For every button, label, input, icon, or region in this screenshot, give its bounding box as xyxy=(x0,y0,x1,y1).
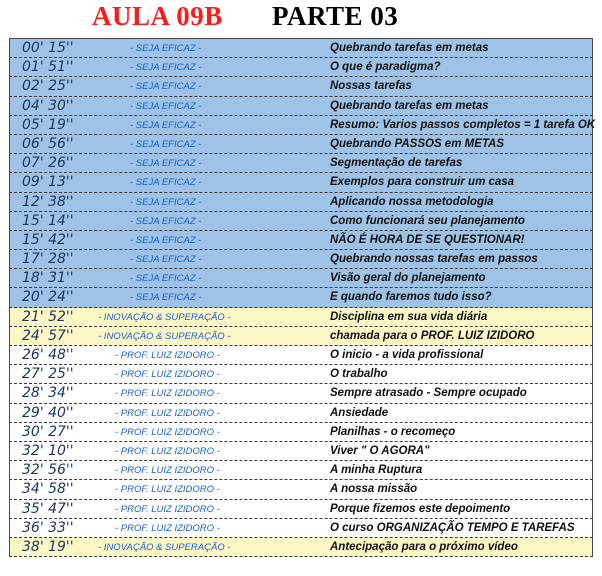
topic-text: O que é paradigma? xyxy=(330,61,441,74)
section-label: - SEJA EFICAZ - xyxy=(130,138,202,150)
topic-text: Resumo: Varios passos completos = 1 tarefa OK xyxy=(330,118,596,131)
topic-text: A nossa missão xyxy=(330,483,418,496)
timestamp: 32' 56'' xyxy=(22,462,74,479)
topic-text: O curso ORGANIZAÇÃO TEMPO E TAREFAS xyxy=(330,521,575,534)
section-label: - SEJA EFICAZ - xyxy=(130,177,202,189)
timestamp: 20' 24'' xyxy=(22,289,74,306)
section-label: - SEJA EFICAZ - xyxy=(130,234,202,246)
table-row xyxy=(9,173,593,192)
topic-text: NÃO É HORA DE SE QUESTIONAR! xyxy=(330,233,525,246)
table-row xyxy=(9,538,593,557)
section-label: - INOVAÇÃO & SUPERAÇÃO - xyxy=(98,311,231,323)
timestamp: 09' 13'' xyxy=(22,174,74,191)
table-row xyxy=(9,365,593,384)
table-row xyxy=(9,193,593,212)
timestamp: 34' 58'' xyxy=(22,481,74,498)
timestamp: 17' 28'' xyxy=(22,251,74,268)
topic-text: Como funcionará seu planejamento xyxy=(330,214,525,227)
topic-text: Exemplos para construir um casa xyxy=(330,176,515,189)
table-row xyxy=(9,519,593,538)
table-row xyxy=(9,346,593,365)
topic-text: Porque fizemos este depoimento xyxy=(330,502,511,515)
table-row xyxy=(9,154,593,173)
table-row xyxy=(9,231,593,250)
table-row xyxy=(9,461,593,480)
table-row xyxy=(9,58,593,77)
timestamp: 15' 42'' xyxy=(22,231,74,248)
table-row xyxy=(9,212,593,231)
timestamp: 02' 25'' xyxy=(22,78,74,95)
section-label: - PROF. LUIZ IZIDORO - xyxy=(115,484,220,496)
timestamp: 27' 25'' xyxy=(22,366,74,383)
timestamp: 07' 26'' xyxy=(22,155,74,172)
timestamp: 38' 19'' xyxy=(22,538,74,555)
section-label: - SEJA EFICAZ - xyxy=(130,196,202,208)
timestamp: 12' 38'' xyxy=(22,193,74,210)
timestamp: 30' 27'' xyxy=(22,423,74,440)
timestamp: 05' 19'' xyxy=(22,116,74,133)
section-label: - SEJA EFICAZ - xyxy=(130,292,202,304)
timestamp: 32' 10'' xyxy=(22,442,74,459)
topic-text: Nossas tarefas xyxy=(330,80,412,93)
section-label: - PROF. LUIZ IZIDORO - xyxy=(115,465,220,477)
timestamp: 18' 31'' xyxy=(22,270,74,287)
section-label: - SEJA EFICAZ - xyxy=(130,273,202,285)
section-label: - PROF. LUIZ IZIDORO - xyxy=(115,426,220,438)
section-label: - SEJA EFICAZ - xyxy=(130,81,202,93)
section-label: - PROF. LUIZ IZIDORO - xyxy=(115,407,220,419)
section-label: - PROF. LUIZ IZIDORO - xyxy=(115,369,220,381)
section-label: - SEJA EFICAZ - xyxy=(130,62,202,74)
part-title: PARTE 03 xyxy=(272,1,399,31)
timestamp-table xyxy=(9,38,596,557)
table-row xyxy=(9,116,596,135)
timestamp: 35' 47'' xyxy=(22,500,74,517)
topic-text: Visão geral do planejamento xyxy=(330,272,486,285)
topic-text: chamada para o PROF. LUIZ IZIDORO xyxy=(330,329,535,342)
table-row xyxy=(9,135,593,154)
section-label: - SEJA EFICAZ - xyxy=(130,158,202,170)
topic-text: Sempre atrasado - Sempre ocupado xyxy=(330,387,527,400)
section-label: - SEJA EFICAZ - xyxy=(130,43,202,54)
timestamp: 28' 34'' xyxy=(22,385,74,402)
timestamp: 26' 48'' xyxy=(22,347,74,363)
topic-text: A minha Ruptura xyxy=(330,464,423,477)
timestamp: 06' 56'' xyxy=(22,135,74,152)
topic-text: Antecipação para o próximo vídeo xyxy=(330,540,518,553)
section-label: - PROF. LUIZ IZIDORO - xyxy=(115,445,220,457)
topic-text: Planilhas - o recomeço xyxy=(330,425,456,438)
table-row xyxy=(9,404,593,423)
timestamp: 01' 51'' xyxy=(22,59,74,76)
timestamp: 21' 52'' xyxy=(22,308,74,325)
section-label: - PROF. LUIZ IZIDORO - xyxy=(115,350,220,361)
table-row xyxy=(9,442,593,461)
topic-text: O inicio - a vida profissional xyxy=(330,349,484,361)
timestamp: 36' 33'' xyxy=(22,519,74,536)
topic-text: Quebrando PASSOS em METAS xyxy=(330,137,505,150)
topic-text: Segmentação de tarefas xyxy=(330,157,463,170)
section-label: - SEJA EFICAZ - xyxy=(130,215,202,227)
section-label: - INOVAÇÃO & SUPERAÇÃO - xyxy=(98,330,231,342)
table-row xyxy=(9,327,593,346)
table-row xyxy=(9,288,593,307)
topic-text: Quebrando nossas tarefas em passos xyxy=(330,253,538,266)
table-row xyxy=(9,250,593,269)
topic-text: Viver " O AGORA" xyxy=(330,444,430,457)
timestamp: 00' 15'' xyxy=(22,40,74,56)
topic-text: Disciplina em sua vida diária xyxy=(330,310,488,323)
lesson-title: AULA 09B xyxy=(92,1,223,31)
timestamp: 04' 30'' xyxy=(22,97,74,114)
timestamp: 24' 57'' xyxy=(22,327,74,344)
topic-text: Ansiedade xyxy=(330,406,389,419)
section-label: - SEJA EFICAZ - xyxy=(130,119,202,131)
topic-text: Quebrando tarefas em metas xyxy=(330,42,489,54)
table-row xyxy=(9,384,593,403)
topic-text: Aplicando nossa metodologia xyxy=(330,195,494,208)
topic-text: O trabalho xyxy=(330,368,388,381)
table-row xyxy=(9,39,593,58)
timestamp: 29' 40'' xyxy=(22,404,74,421)
section-label: - INOVAÇÃO & SUPERAÇÃO - xyxy=(98,541,231,553)
section-label: - PROF. LUIZ IZIDORO - xyxy=(115,522,220,534)
topic-text: Quebrando tarefas em metas xyxy=(330,99,489,112)
section-label: - PROF. LUIZ IZIDORO - xyxy=(115,388,220,400)
topic-text: E quando faremos tudo isso? xyxy=(330,291,492,304)
table-row xyxy=(9,97,593,116)
table-row xyxy=(9,77,593,96)
timestamp: 15' 14'' xyxy=(22,212,74,229)
table-row xyxy=(9,269,593,288)
section-label: - SEJA EFICAZ - xyxy=(130,100,202,112)
section-label: - SEJA EFICAZ - xyxy=(130,254,202,266)
table-row xyxy=(9,500,593,519)
section-label: - PROF. LUIZ IZIDORO - xyxy=(115,503,220,515)
table-row xyxy=(9,308,593,327)
title-bar xyxy=(0,0,602,38)
table-row xyxy=(9,423,593,442)
table-row xyxy=(9,480,593,499)
